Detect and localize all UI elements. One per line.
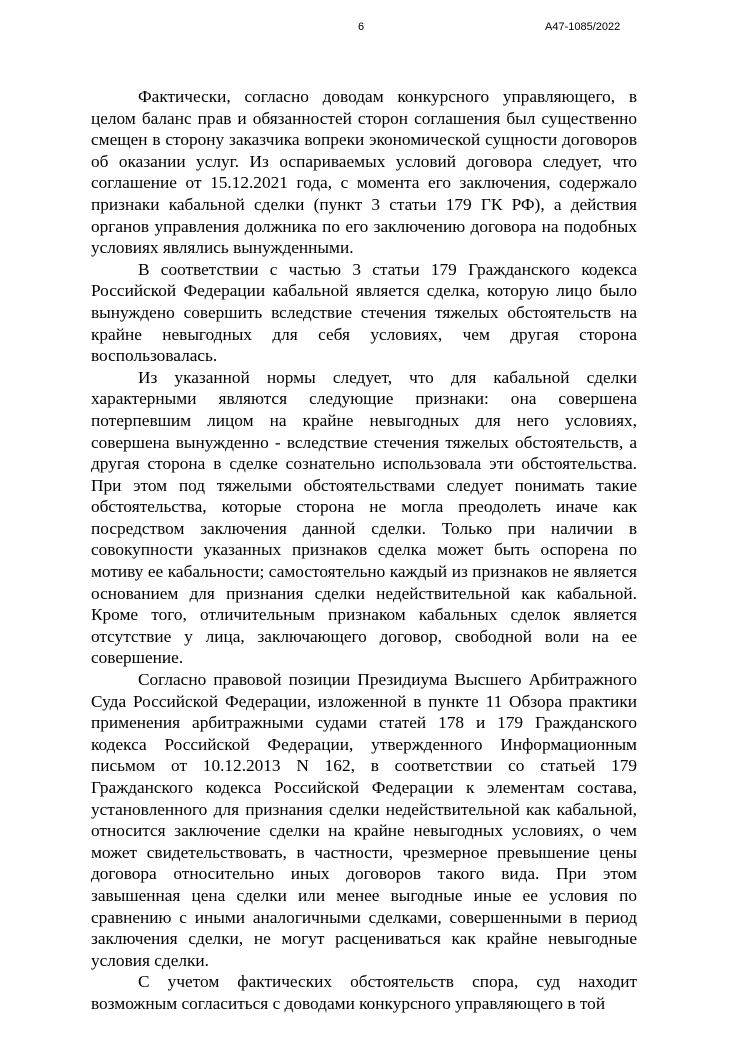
- paragraph: Из указанной нормы следует, что для кабальной сделки характерными являются следующие признаки: она совершена потерпевшим лицом на крайне невыгодных для него условиях, совершена вынужденно - вследствие стечения тяжелых обстоятельств, а другая сторона в сделке сознательно использовала эти обстоятельства. При этом под тяжелыми обстоятельствами следует понимать такие обстоятельства, которые сторона не могла преодолеть иначе как посредством заключения данной сделки. Только при наличии в совокупности указанных признаков сделка может быть оспорена по мотиву ее кабальности; самостоятельно каждый из признаков не является основанием для признания сделки недействительной как кабальной. Кроме того, отличительным признаком кабальных сделок является отсутствие у лица, заключающего договор, свободной воли на ее совершение.: [91, 367, 637, 668]
- paragraph: С учетом фактических обстоятельств спора, суд находит возможным согласиться с доводами конкурсного управляющего в той: [91, 972, 637, 1013]
- case-number: А47-1085/2022: [545, 21, 621, 33]
- page-number: 6: [358, 21, 365, 33]
- paragraph: Согласно правовой позиции Президиума Высшего Арбитражного Суда Российской Федерации, изложенной в пункте 11 Обзора практики применения арбитражными судами статей 178 и 179 Гражданского кодекса Российской Федерации, утвержденного Информационным письмом от 10.12.2013 N 162, в соответствии со статьей 179 Гражданского кодекса Российской Федерации к элементам состава, установленного для признания сделки недействительной как кабальной, относится заключение сделки на крайне невыгодных условиях, о чем может свидетельствовать, в частности, чрезмерное превышение цены договора относительно иных договоров такого вида. При этом завышенная цена сделки или менее выгодные иные ее условия по сравнению с иными аналогичными сделками, совершенными в период заключения сделки, не могут расцениваться как крайне невыгодные условия сделки.: [91, 670, 637, 970]
- paragraph: В соответствии с частью 3 статьи 179 Гражданского кодекса Российской Федерации кабальной является сделка, которую лицо было вынуждено совершить вследствие стечения тяжелых обстоятельств на крайне невыгодных для себя условиях, чем другая сторона воспользовалась.: [91, 259, 637, 366]
- document-body: [91, 86, 637, 1015]
- paragraph: Фактически, согласно доводам конкурсного управляющего, в целом баланс прав и обязанностей сторон соглашения был существенно смещен в сторону заказчика вопреки экономической сущности договоров об оказании услуг. Из оспариваемых условий договора следует, что соглашение от 15.12.2021 года, с момента его заключения, содержало признаки кабальной сделки (пункт 3 статьи 179 ГК РФ), а действия органов управления должника по его заключению договора на подобных условиях являлись вынужденными.: [91, 87, 637, 258]
